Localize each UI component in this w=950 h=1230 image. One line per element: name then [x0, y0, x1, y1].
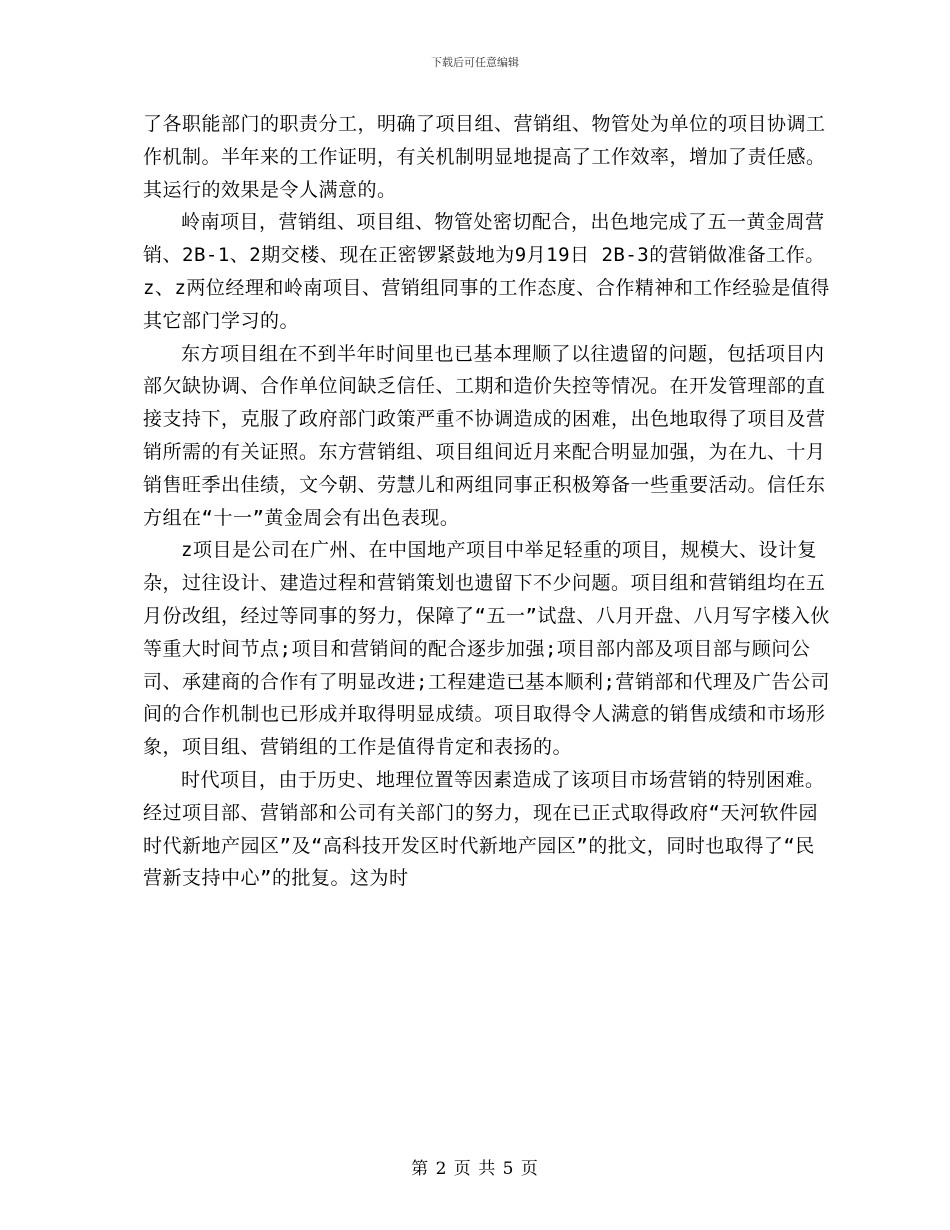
- paragraph-1: 了各职能部门的职责分工，明确了项目组、营销组、物管处为单位的项目协调工作机制。半年来的工作证明，有关机制明显地提高了工作效率，增加了责任感。其运行的效果是令人满意的。: [143, 113, 826, 201]
- paragraph-lingnan-project: 岭南项目，营销组、项目组、物管处密切配合，出色地完成了五一黄金周营销、2B-1、2期交楼、现在正密锣紧鼓地为9月19日 2B-3的营销做准备工作。z、z两位经理和岭南项目、营销组同事的工作态度、合作精神和工作经验是值得其它部门学习的。: [143, 211, 830, 332]
- page-number: 第 2 页 共 5 页: [411, 1159, 539, 1179]
- document-body: [143, 108, 833, 895]
- page-header-note: 下载后可任意编辑: [431, 56, 519, 69]
- paragraph-z-project: z项目是公司在广州、在中国地产项目中举足轻重的项目，规模大、设计复杂，过往设计、建造过程和营销策划也遗留下不少问题。项目组和营销组均在五月份改组，经过等同事的努力，保障了“五一”试盘、八月开盘、八月写字楼入伙等重大时间节点;项目和营销间的配合逐步加强;项目部内部及项目部与顾问公司、承建商的合作有了明显改进;工程建造已基本顺利;营销部和代理及广告公司间的合作机制也已形成并取得明显成绩。项目取得令人满意的销售成绩和市场形象，项目组、营销组的工作是值得肯定和表扬的。: [143, 539, 830, 759]
- paragraph-dongfang-project: 东方项目组在不到半年时间里也已基本理顺了以往遗留的问题，包括项目内部欠缺协调、合作单位间缺乏信任、工期和造价失控等情况。在开发管理部的直接支持下，克服了政府部门政策严重不协调造成的困难，出色地取得了项目及营销所需的有关证照。东方营销组、项目组间近月来配合明显加强，为在九、十月销售旺季出佳绩，文今朝、劳慧儿和两组同事正积极筹备一些重要活动。信任东方组在“十一”黄金周会有出色表现。: [143, 342, 826, 529]
- paragraph-shidai-project: 时代项目，由于历史、地理位置等因素造成了该项目市场营销的特别困难。经过项目部、营销部和公司有关部门的努力，现在已正式取得政府“天河软件园时代新地产园区”及“高科技开发区时代新地产园区”的批文，同时也取得了“民营新支持中心”的批复。这为时: [143, 768, 825, 890]
